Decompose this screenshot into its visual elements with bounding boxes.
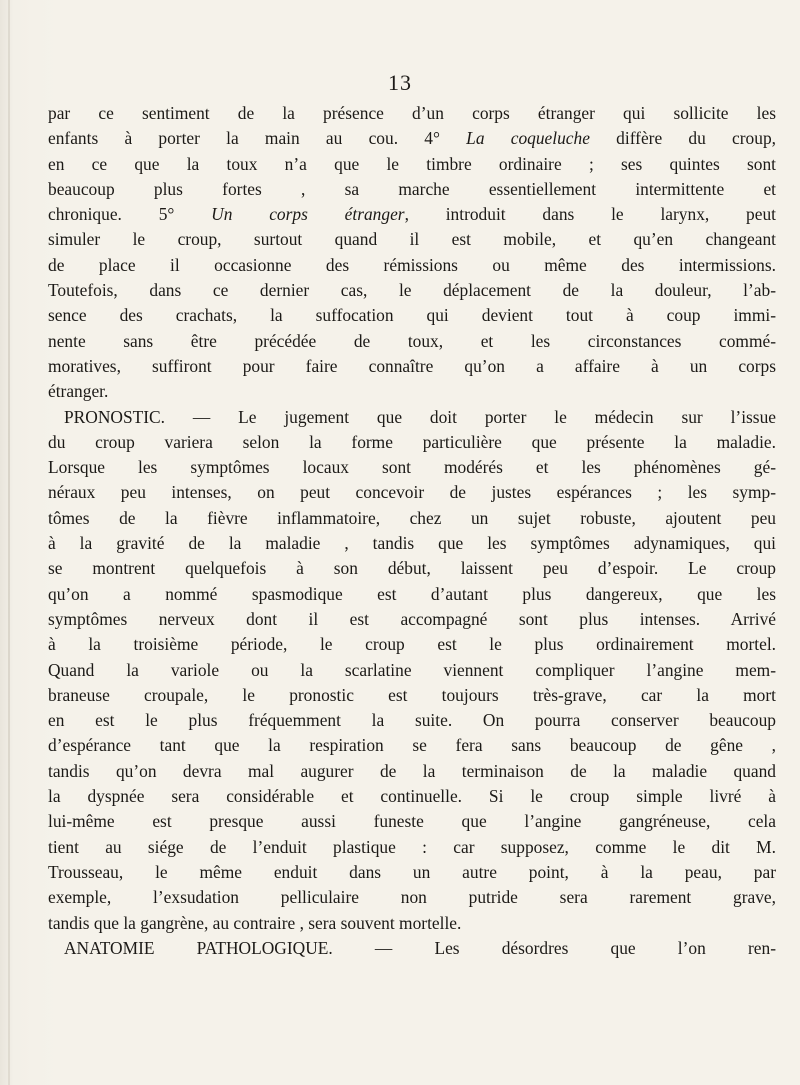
- text-line: Quand la variole ou la scarlatine viennent compliquer l’angine mem-: [48, 659, 776, 680]
- text-line: chronique. 5° Un corps étranger, introduit dans le larynx, peut: [48, 204, 776, 225]
- text-line: néraux peu intenses, on peut concevoir de justes espérances ; les symp-: [48, 482, 776, 503]
- text-line: Toutefois, dans ce dernier cas, le déplacement de la douleur, l’ab-: [48, 280, 776, 301]
- text-line: du croup variera selon la forme particulière que présente la maladie.: [48, 431, 776, 452]
- text-line: par ce sentiment de la présence d’un corps étranger qui sollicite les: [48, 103, 776, 123]
- page-gutter: [8, 0, 10, 1085]
- text-line: tient au siége de l’enduit plastique : car supposez, comme le dit M.: [48, 836, 776, 857]
- text-line: qu’on a nommé spasmodique est d’autant plus dangereux, que les: [48, 583, 776, 604]
- text-line: en est le plus fréquemment la suite. On pourra conserver beaucoup: [48, 710, 776, 731]
- text-line: de place il occasionne des rémissions ou même des intermissions.: [48, 254, 776, 275]
- text-line: d’espérance tant que la respiration se fera sans beaucoup de gêne ,: [48, 735, 776, 756]
- text-line: en ce que la toux n’a que le timbre ordinaire ; ses quintes sont: [48, 153, 776, 174]
- section-heading-line: PRONOSTIC. — Le jugement que doit porter le médecin sur l’issue: [64, 406, 776, 427]
- text-line: beaucoup plus fortes , sa marche essentiellement intermittente et: [48, 178, 776, 199]
- text-line: Trousseau, le même enduit dans un autre point, à la peau, par: [48, 861, 776, 882]
- page-number: 13: [388, 70, 412, 95]
- text-line: Lorsque les symptômes locaux sont modérés et les phénomènes gé-: [48, 457, 776, 478]
- text-line: nente sans être précédée de toux, et les circonstances commé-: [48, 330, 776, 351]
- text-line: tandis qu’on devra mal augurer de la terminaison de la maladie quand: [48, 760, 776, 781]
- text-line: tandis que la gangrène, au contraire , sera souvent mortelle.: [48, 912, 462, 933]
- text-line: tômes de la fièvre inflammatoire, chez un sujet robuste, ajoutent peu: [48, 507, 776, 528]
- text-line: étranger.: [48, 381, 109, 402]
- text-line: à la gravité de la maladie , tandis que les symptômes adynamiques, qui: [48, 533, 776, 554]
- italic-phrase: La coqueluche: [466, 128, 590, 149]
- italic-phrase: Un corps étranger: [211, 204, 405, 225]
- text-line: sence des crachats, la suffocation qui devient tout à coup immi-: [48, 305, 776, 326]
- text-line: enfants à porter la main au cou. 4° La coqueluche diffère du croup,: [48, 128, 776, 149]
- text-line: symptômes nerveux dont il est accompagné sont plus intenses. Arrivé: [48, 608, 776, 629]
- text-line: simuler le croup, surtout quand il est mobile, et qu’en changeant: [48, 229, 776, 250]
- text-line: la dyspnée sera considérable et continuelle. Si le croup simple livré à: [48, 786, 776, 807]
- text-line: exemple, l’exsudation pelliculaire non putride sera rarement grave,: [48, 887, 776, 908]
- section-heading-line: ANATOMIE PATHOLOGIQUE. — Les désordres que l’on ren-: [64, 937, 776, 958]
- text-line: se montrent quelquefois à son début, laissent peu d’espoir. Le croup: [48, 558, 776, 579]
- text-line: braneuse croupale, le pronostic est toujours très-grave, car la mort: [48, 684, 776, 705]
- body-text: [48, 101, 776, 961]
- text-line: lui-même est presque aussi funeste que l’angine gangréneuse, cela: [48, 811, 776, 832]
- text-line: moratives, suffiront pour faire connaître qu’on a affaire à un corps: [48, 355, 776, 376]
- text-line: à la troisième période, le croup est le plus ordinairement mortel.: [48, 634, 776, 655]
